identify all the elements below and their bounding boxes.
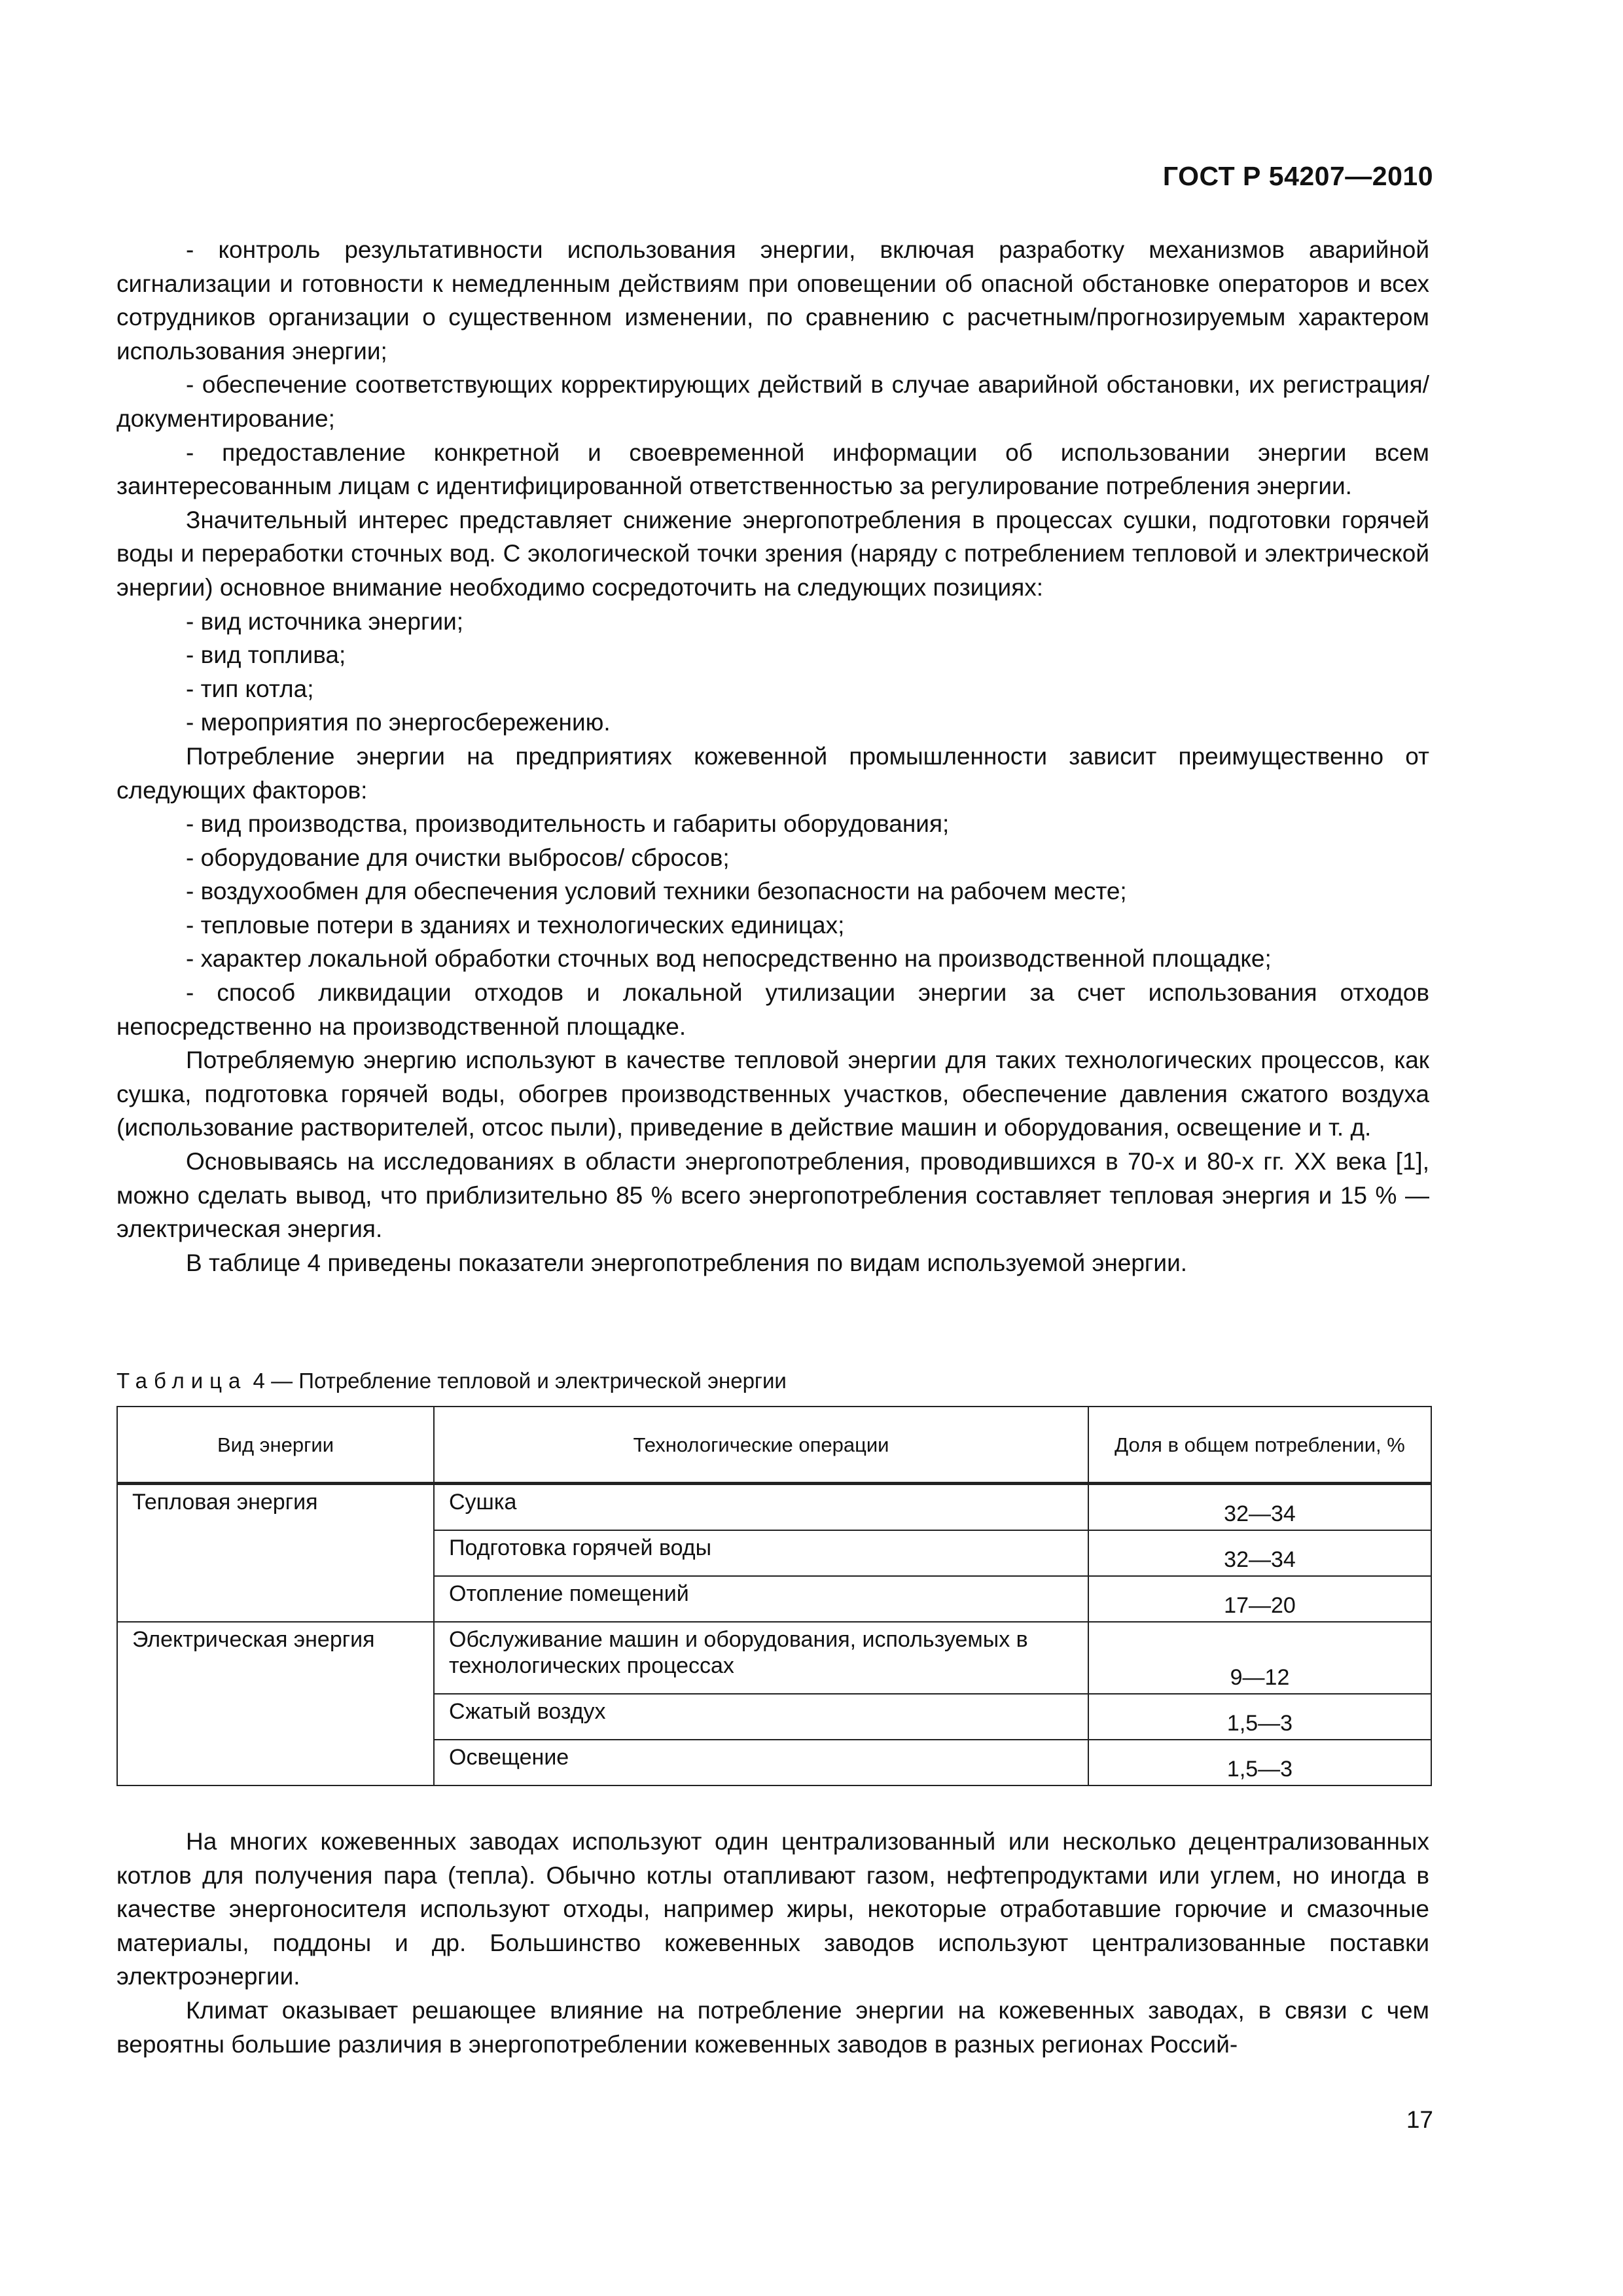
table-caption-title: 4 — Потребление тепловой и электрической энергии (247, 1369, 787, 1393)
body-text-top (116, 233, 1429, 1280)
operation-cell: Отопление помещений (434, 1576, 1088, 1622)
energy-kind-cell: Электрическая энергия (117, 1622, 434, 1785)
share-cell: 1,5—3 (1088, 1694, 1431, 1740)
share-cell: 32—34 (1088, 1530, 1431, 1576)
share-cell: 1,5—3 (1088, 1740, 1431, 1785)
share-cell: 9—12 (1088, 1622, 1431, 1694)
body-text-bottom (116, 1825, 1429, 2061)
operation-cell: Сжатый воздух (434, 1694, 1088, 1740)
list-item: - характер локальной обработки сточных вод непосредственно на производственной площадке; (186, 945, 1272, 973)
page-number: 17 (1406, 2106, 1433, 2133)
operation-cell: Освещение (434, 1740, 1088, 1785)
column-header-energy-kind: Вид энергии (117, 1407, 434, 1484)
list-item: - оборудование для очистки выбросов/ сбросов; (186, 844, 730, 871)
share-cell: 32—34 (1088, 1484, 1431, 1531)
energy-consumption-table (116, 1406, 1432, 1786)
paragraph: - обеспечение соответствующих корректирующих действий в случае аварийной обстановки, их регистрация/документирование; (116, 371, 1429, 432)
paragraph: Климат оказывает решающее влияние на потребление энергии на кожевенных заводах, в связи с чем вероятны большие различия в энергопотреблении кожевенных заводов в разных регионах Россий- (116, 1996, 1429, 2058)
table-caption (116, 1368, 787, 1394)
paragraph: - предоставление конкретной и своевременной информации об использовании энергии всем заинтересованным лицам с идентифицированной ответственностью за регулирование потребления энергии. (116, 439, 1429, 500)
table-row (117, 1622, 1431, 1694)
operation-cell: Сушка (434, 1484, 1088, 1531)
paragraph: Потребление энергии на предприятиях кожевенной промышленности зависит преимущественно от следующих факторов: (116, 742, 1429, 804)
standard-number: ГОСТ Р 54207—2010 (1162, 161, 1433, 191)
paragraph: В таблице 4 приведены показатели энергопотребления по видам используемой энергии. (186, 1249, 1188, 1276)
list-item: - тип котла; (186, 675, 314, 702)
column-header-share: Доля в общем потреблении, % (1088, 1407, 1431, 1484)
energy-kind-cell: Тепловая энергия (117, 1484, 434, 1623)
list-item: - тепловые потери в зданиях и технологических единицах; (186, 911, 845, 939)
table-row (117, 1484, 1431, 1531)
list-item: - вид источника энергии; (186, 607, 464, 635)
paragraph: На многих кожевенных заводах используют один централизованный или несколько децентрализованных котлов для получения пара (тепла). Обычно котлы отапливают газом, нефтепродуктами или углем, но иногда в качестве энергоносителя используют отходы, например жиры, некоторые отработавшие горючие и смазочные материалы, поддоны и др. Большинство кожевенных заводов используют централизованные поставки электроэнергии. (116, 1828, 1429, 1990)
list-item: - вид производства, производительность и габариты оборудования; (186, 810, 950, 838)
paragraph: Значительный интерес представляет снижение энергопотребления в процессах сушки, подготовки горячей воды и переработки сточных вод. С экологической точки зрения (наряду с потреблением тепловой и электрической энергии) основное внимание необходимо сосредоточить на следующих позициях: (116, 506, 1429, 601)
list-item: - вид топлива; (186, 641, 346, 669)
share-cell: 17—20 (1088, 1576, 1431, 1622)
list-item: - мероприятия по энергосбережению. (186, 709, 611, 736)
paragraph: - контроль результативности использования энергии, включая разработку механизмов аварийной сигнализации и готовности к немедленным действиям при оповещении об опасной обстановке операторов и всех сотрудников организации о существенном изменении, по сравнению с расчетным/прогнозируемым характером использования энергии; (116, 236, 1429, 365)
list-item: - воздухообмен для обеспечения условий техники безопасности на рабочем месте; (186, 878, 1127, 905)
paragraph: Потребляемую энергию используют в качестве тепловой энергии для таких технологических процессов, как сушка, подготовка горячей воды, обогрев производственных участков, обеспечение давления сжатого воздуха (использование растворителей, отсос пыли), приведение в действие машин и оборудования, освещение и т. д. (116, 1047, 1429, 1141)
list-item: - способ ликвидации отходов и локальной утилизации энергии за счет использования отходов непосредственно на производственной площадке. (116, 979, 1429, 1040)
column-header-operations: Технологические операции (434, 1407, 1088, 1484)
table-caption-label: Таблица (116, 1369, 247, 1393)
operation-cell: Подготовка горячей воды (434, 1530, 1088, 1576)
paragraph: Основываясь на исследованиях в области энергопотребления, проводившихся в 70-х и 80-х гг. XX века [1], можно сделать вывод, что приблизительно 85 % всего энергопотребления составляет тепловая энергия и 15 % — электрическая энергия. (116, 1148, 1429, 1243)
operation-cell: Обслуживание машин и оборудования, используемых в технологических процессах (434, 1622, 1088, 1694)
table-header-row (117, 1407, 1431, 1484)
